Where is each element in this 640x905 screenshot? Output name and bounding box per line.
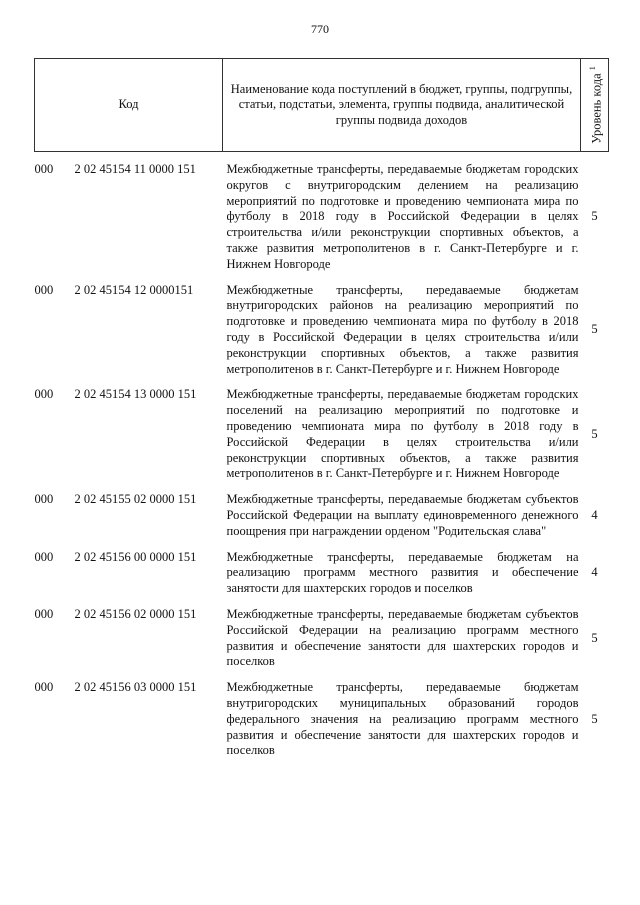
table-row <box>35 273 609 378</box>
table-row <box>35 540 609 597</box>
admin-code: 000 <box>34 680 54 695</box>
table-row <box>35 377 609 482</box>
code-level: 5 <box>591 426 598 441</box>
code-level: 5 <box>591 711 598 726</box>
code-level: 4 <box>591 565 598 580</box>
code-name: Межбюджетные трансферты, передаваемые бюджетам субъектов Российской Федерации на реализацию программ местного развития и обеспечение занятости для шахтерских городов и поселков <box>226 606 579 669</box>
admin-code: 000 <box>34 282 54 297</box>
code-level: 5 <box>591 322 598 337</box>
header-level <box>581 59 609 152</box>
code-name: Межбюджетные трансферты, передаваемые бюджетам внутригородских районов на реализацию мероприятий по подготовке и проведению чемпионата мира по футболу в 2018 году в Российской Федерации в целях строительства и/или реконструкции спортивных объектов, а также развития метрополитенов в г. Санкт-Петербурге и г. Нижнем Новгороде <box>226 282 579 376</box>
budget-code: 2 02 45156 00 0000 151 <box>74 549 197 564</box>
code-name: Межбюджетные трансферты, передаваемые бюджетам внутригородских муниципальных образований городов федерального значения на реализацию программ местного развития и обеспечение занятости для шахтерских городов и поселков <box>226 680 579 758</box>
header-level-footnote: 1 <box>587 66 597 71</box>
budget-code: 2 02 45155 02 0000 151 <box>74 492 197 507</box>
admin-code: 000 <box>34 492 54 507</box>
budget-code: 2 02 45156 02 0000 151 <box>74 606 197 621</box>
code-name: Межбюджетные трансферты, передаваемые бюджетам на реализацию программ местного развития и обеспечение занятости для шахтерских городов и поселков <box>226 549 579 596</box>
code-name: Межбюджетные трансферты, передаваемые бюджетам субъектов Российской Федерации на выплату единовременного денежного поощрения при награждении орденом "Родительская слава" <box>226 492 579 538</box>
header-code: Код <box>35 59 223 152</box>
table-row <box>35 670 609 759</box>
admin-code: 000 <box>34 549 54 564</box>
table-row <box>35 597 609 670</box>
code-level: 5 <box>591 209 598 224</box>
table-header-row <box>35 59 609 152</box>
code-level: 4 <box>591 507 598 522</box>
budget-code: 2 02 45154 13 0000 151 <box>74 387 197 402</box>
revenue-codes-table <box>34 58 609 759</box>
admin-code: 000 <box>34 387 54 402</box>
code-name: Межбюджетные трансферты, передаваемые бюджетам городских округов с внутригородским делением на реализацию мероприятий по подготовке и проведению чемпионата мира по футболу в 2018 году в Российской Федерации в целях строительства и/или реконструкции спортивных объектов, а также развития метрополитенов в г. Санкт-Петербурге и г. Нижнем Новгороде <box>226 162 579 271</box>
table-row <box>35 152 609 273</box>
budget-code: 2 02 45156 03 0000 151 <box>74 680 197 695</box>
budget-code: 2 02 45154 11 0000 151 <box>74 162 196 176</box>
admin-code: 000 <box>34 606 54 621</box>
table-row <box>35 482 609 539</box>
header-name: Наименование кода поступлений в бюджет, группы, подгруппы, статьи, подстатьи, элемента, группы подвида, аналитической группы подвида доходов <box>223 59 581 152</box>
budget-code: 2 02 45154 12 0000151 <box>74 282 194 297</box>
code-level: 5 <box>591 630 598 645</box>
page-number: 770 <box>311 22 329 36</box>
code-name: Межбюджетные трансферты, передаваемые бюджетам городских поселений на реализацию мероприятий по подготовке и проведению чемпионата мира по футболу в 2018 году в Российской Федерации в целях строительства и/или реконструкции спортивных объектов, а также развития метрополитенов в г. Санкт-Петербурге и г. Нижнем Новгороде <box>226 387 579 481</box>
admin-code: 000 <box>34 162 54 176</box>
header-level-label: Уровень кода <box>588 73 603 144</box>
